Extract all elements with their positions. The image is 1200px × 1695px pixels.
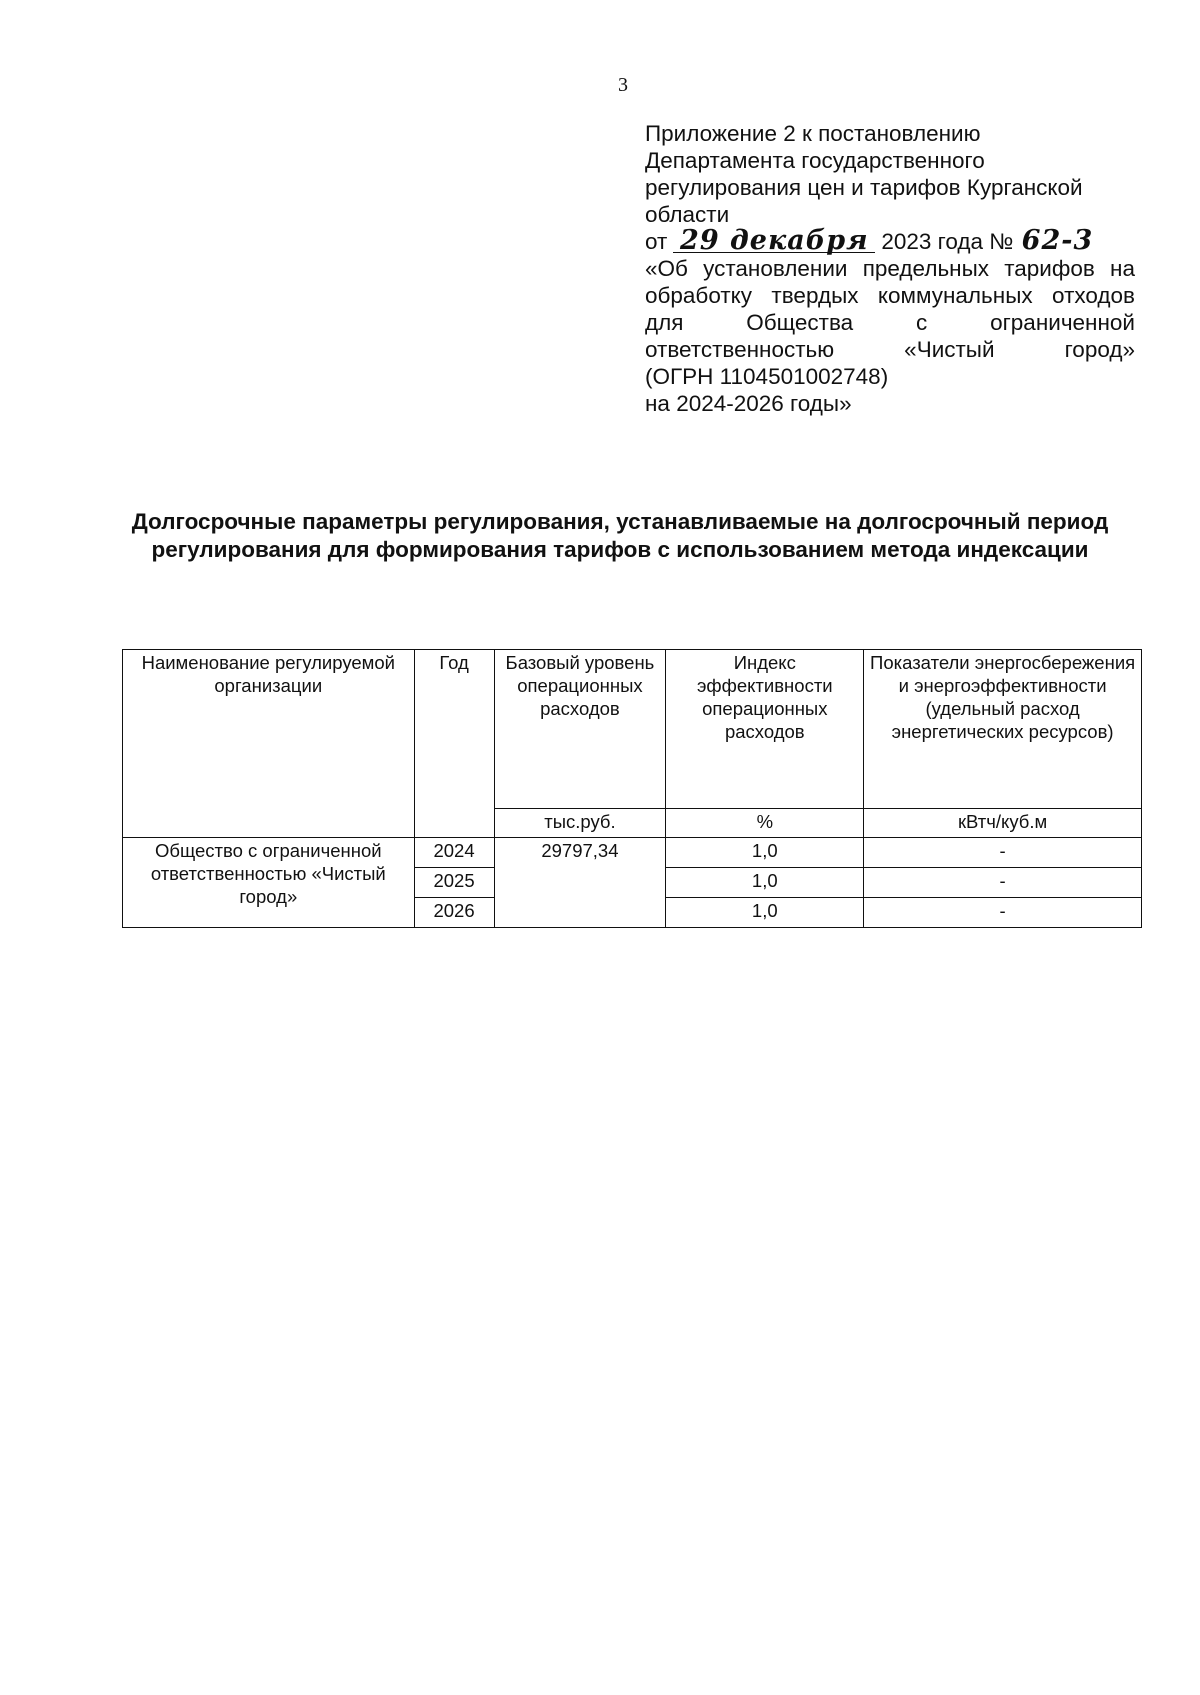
row-energy: - — [864, 868, 1142, 898]
document-title: Долгосрочные параметры регулирования, устанавливаемые на долгосрочный период регулирования для формирования тарифов с использованием метода индексации — [131, 509, 1109, 562]
row-index: 1,0 — [666, 838, 864, 868]
approval-header — [645, 120, 1135, 417]
header-year: Год — [414, 650, 494, 838]
header-efficiency-index: Индекс эффективности операционных расходов — [666, 650, 864, 809]
unit-energy: кВтч/куб.м — [864, 809, 1142, 838]
row-year: 2024 — [414, 838, 494, 868]
table-row — [123, 838, 1142, 868]
unit-efficiency-index: % — [666, 809, 864, 838]
row-energy: - — [864, 898, 1142, 928]
year-text: 2023 года № — [881, 229, 1014, 254]
header-energy-indicators: Показатели энергосбережения и энергоэффективности (удельный расход энергетических ресурсов) — [864, 650, 1142, 809]
row-index: 1,0 — [666, 868, 864, 898]
base-level-value: 29797,34 — [494, 838, 666, 928]
header-period: на 2024-2026 годы» — [645, 391, 852, 416]
date-line — [645, 225, 1135, 256]
date-prefix: от — [645, 229, 668, 254]
row-year: 2026 — [414, 898, 494, 928]
header-base-level: Базовый уровень операционных расходов — [494, 650, 666, 809]
header-subject: «Об установлении предельных тарифов на обработку твердых коммунальных отходов для Общества с ограниченной ответственностью «Чистый город» — [645, 256, 1135, 362]
header-organization: Наименование регулируемой организации — [123, 650, 415, 838]
unit-base-level: тыс.руб. — [494, 809, 666, 838]
page-number: 3 — [618, 74, 628, 96]
header-line-2: Департамента государственного — [645, 148, 985, 173]
row-index: 1,0 — [666, 898, 864, 928]
header-line-1: Приложение 2 к постановлению — [645, 121, 981, 146]
header-line-4: области — [645, 202, 730, 227]
parameters-table — [122, 649, 1142, 928]
handwritten-number: 62-3 — [1021, 225, 1094, 256]
header-ogrn: (ОГРН 1104501002748) — [645, 364, 889, 389]
handwritten-date: 29 декабря — [673, 230, 875, 253]
organization-name: Общество с ограниченной ответственностью «Чистый город» — [123, 838, 415, 928]
row-year: 2025 — [414, 868, 494, 898]
row-energy: - — [864, 838, 1142, 868]
table-header-row — [123, 650, 1142, 809]
header-line-3: регулирования цен и тарифов Курганской — [645, 175, 1083, 200]
